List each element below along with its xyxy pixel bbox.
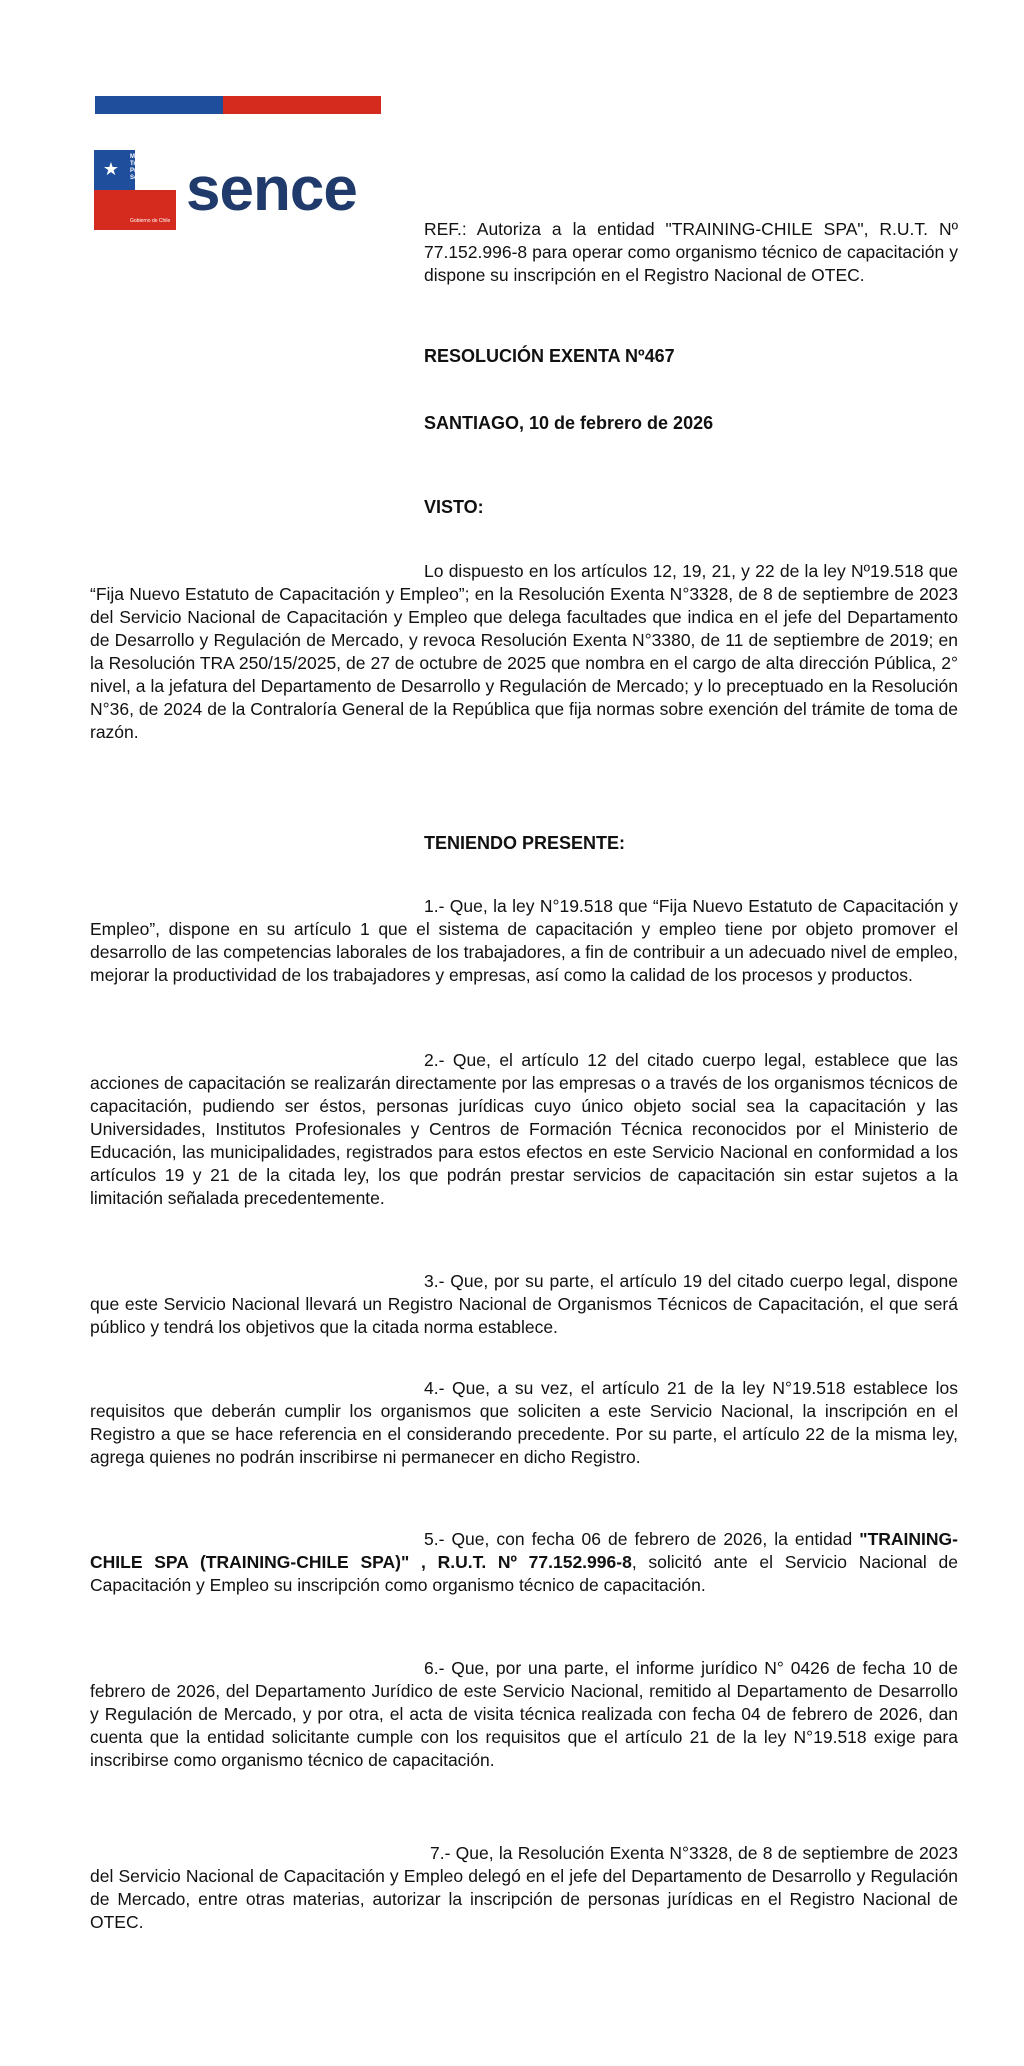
teniendo-presente-heading: TENIENDO PRESENTE:: [424, 833, 626, 853]
flag-bar-red: [223, 96, 381, 114]
considerando-5: [90, 1528, 958, 1597]
considerando-2: 2.- Que, el artículo 12 del citado cuerpo legal, establece que las acciones de capacitación se realizarán directamente por las empresas o a través de los organismos técnicos de capacitación, pudiendo ser éstos, personas jurídicas cuyo único objeto social sea la capacitación y las Universidades, Institutos Profesionales y Centros de Formación Técnica reconocidos por el Ministerio de Educación, las municipalidades, registrados para estos efectos en este Servicio Nacional en conformidad a los artículos 19 y 21 de la citada ley, los que podrán prestar servicios de capacitación sin estar sujetos a la limitación señalada precedentemente.: [90, 1050, 958, 1208]
star-icon: ★: [102, 159, 120, 179]
sence-wordmark: sence: [186, 155, 357, 224]
flag-color-bar: [95, 96, 381, 114]
reference-text: REF.: Autoriza a la entidad "TRAINING-CHILE SPA", R.U.T. Nº 77.152.996-8 para operar como organismo técnico de capacitación y dispone su inscripción en el Registro Nacional de OTEC.: [424, 219, 958, 285]
considerando-1: 1.- Que, la ley N°19.518 que “Fija Nuevo Estatuto de Capacitación y Empleo”, dispone en su artículo 1 que el sistema de capacitación y empleo tiene por objeto promover el desarrollo de las competencias laborales de los trabajadores, a fin de contribuir a un adecuado nivel de empleo, mejorar la productividad de los trabajadores y empresas, así como la calidad de los procesos y productos.: [90, 896, 958, 985]
resolution-title: RESOLUCIÓN EXENTA Nº467: [424, 346, 675, 366]
considerando-5-end: , solicitó ante el Servicio Nacional de Capacitación y Empleo su inscripción como organismo técnico de capacitación.: [90, 1552, 958, 1595]
considerando-5-start: 5.- Que, con fecha 06 de febrero de 2026, la entidad: [424, 1529, 860, 1549]
visto-paragraph: Lo dispuesto en los artículos 12, 19, 21, y 22 de la ley Nº19.518 que “Fija Nuevo Estatuto de Capacitación y Empleo”; en la Resolución Exenta N°3328, de 8 de septiembre de 2023 del Servicio Nacional de Capacitación y Empleo que delega facultades que indica en el jefe del Departamento de Desarrollo y Regulación de Mercado, y revoca Resolución Exenta N°3380, de 11 de septiembre de 2019; en la Resolución TRA 250/15/2025, de 27 de octubre de 2025 que nombra en el cargo de alta dirección Pública, 2° nivel, a la jefatura del Departamento de Desarrollo y Regulación de Mercado; y lo preceptuado en la Resolución N°36, de 2024 de la Contraloría General de la República que fija normas sobre exención del trámite de toma de razón.: [90, 561, 958, 742]
government-shield-icon: [94, 150, 176, 230]
considerando-7: 7.- Que, la Resolución Exenta N°3328, de 8 de septiembre de 2023 del Servicio Nacional de Capacitación y Empleo delegó en el jefe del Departamento de Desarrollo y Regulación de Mercado, entre otras materias, autorizar la inscripción de personas jurídicas en el Registro Nacional de OTEC.: [90, 1843, 958, 1932]
considerando-6: 6.- Que, por una parte, el informe jurídico N° 0426 de fecha 10 de febrero de 2026, del Departamento Jurídico de este Servicio Nacional, remitido al Departamento de Desarrollo y Regulación de Mercado, y por otra, el acta de visita técnica realizada con fecha 04 de febrero de 2026, dan cuenta que la entidad solicitante cumple con los requisitos que el artículo 21 de la ley N°19.518 exige para inscribirse como organismo técnico de capacitación.: [90, 1658, 958, 1770]
sence-logo: [94, 150, 357, 230]
considerando-4: 4.- Que, a su vez, el artículo 21 de la ley N°19.518 establece los requisitos que deberán cumplir los organismos que soliciten a este Servicio Nacional, la inscripción en el Registro a que se hace referencia en el considerando precedente. Por su parte, el artículo 22 de la misma ley, agrega quienes no podrán inscribirse ni permanecer en dicho Registro.: [90, 1378, 958, 1467]
flag-bar-blue: [95, 96, 223, 114]
government-label: Gobierno de Chile: [130, 218, 171, 224]
visto-heading: VISTO:: [424, 497, 484, 517]
shield-red-block: [94, 190, 176, 230]
considerando-5-entity: "TRAINING-CHILE SPA (TRAINING-CHILE SPA)" , R.U.T. Nº 77.152.996-8: [90, 1529, 958, 1572]
place-date: SANTIAGO, 10 de febrero de 2026: [424, 413, 714, 433]
ministry-label: Ministerio del Trabajo y Previsión Social: [130, 154, 169, 181]
considerando-3: 3.- Que, por su parte, el artículo 19 del citado cuerpo legal, dispone que este Servicio Nacional llevará un Registro Nacional de Organismos Técnicos de Capacitación, el que será público y tendrá los objetivos que la citada norma establece.: [90, 1271, 958, 1337]
